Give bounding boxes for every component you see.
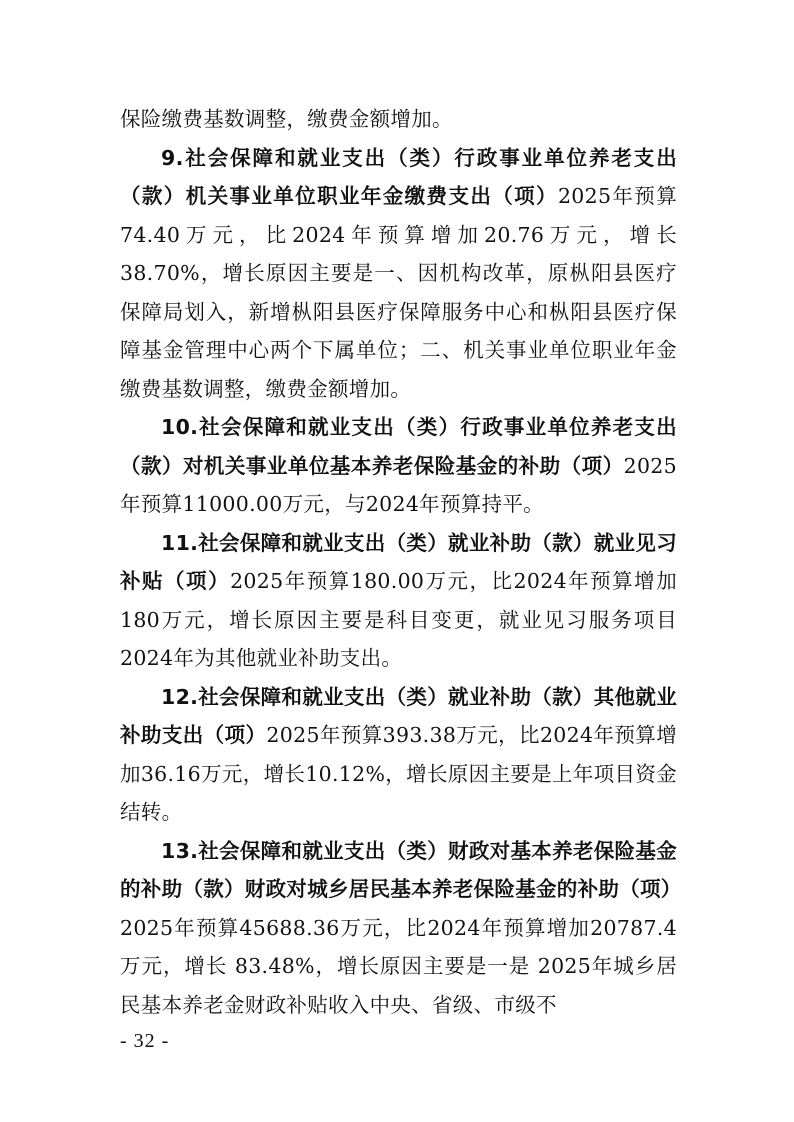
paragraph-item-9 xyxy=(120,139,677,409)
item-heading: 12.社会保障和就业支出（类）就业补助（款）其他就业补助支出（项） xyxy=(120,684,677,747)
document-body xyxy=(120,100,682,1024)
paragraph-text: 2025年预算11000.00万元，与2024年预算持平。 xyxy=(120,453,677,516)
paragraph-item-12 xyxy=(120,678,677,832)
paragraph-text: 保险缴费基数调整，缴费金额增加。 xyxy=(120,107,453,131)
paragraph-item-10 xyxy=(120,408,677,524)
paragraph-text: 2025年预算74.40万元，比2024年预算增加20.76万元，增长38.70%，增长原因主要是一、因机构改革，原枞阳县医疗保障局划入，新增枞阳县医疗保障服务中心和枞阳县医疗保障基金管理中心两个下属单位；二、机关事业单位职业年金缴费基数调整，缴费金额增加。 xyxy=(120,184,677,401)
paragraph-text: 2025年预算45688.36万元，比2024年预算增加20787.4 万元，增长 83.48%，增长原因主要是一是 2025年城乡居民基本养老金财政补贴收入中央、省级、市级不 xyxy=(120,915,677,1017)
paragraph-text: 2025年预算393.38万元，比2024年预算增加36.16万元，增长10.12%，增长原因主要是上年项目资金结转。 xyxy=(120,723,677,824)
item-heading: 13.社会保障和就业支出（类）财政对基本养老保险基金的补助（款）财政对城乡居民基本养老保险基金的补助（项） xyxy=(120,838,682,901)
paragraph-item-11 xyxy=(120,524,677,678)
paragraph-text: 2025年预算180.00万元，比2024年预算增加180万元，增长原因主要是科目变更，就业见习服务项目2024年为其他就业补助支出。 xyxy=(120,569,678,670)
item-heading: 9.社会保障和就业支出（类）行政事业单位养老支出（款）机关事业单位职业年金缴费支出（项） xyxy=(120,145,677,208)
paragraph-item-13 xyxy=(120,832,682,1025)
item-heading: 10.社会保障和就业支出（类）行政事业单位养老支出（款）对机关事业单位基本养老保险基金的补助（项） xyxy=(120,415,677,478)
page-number: - 32 - xyxy=(120,1030,170,1052)
paragraph-continuation xyxy=(120,100,677,139)
item-heading: 11.社会保障和就业支出（类）就业补助（款）就业见习补贴（项） xyxy=(120,530,677,593)
